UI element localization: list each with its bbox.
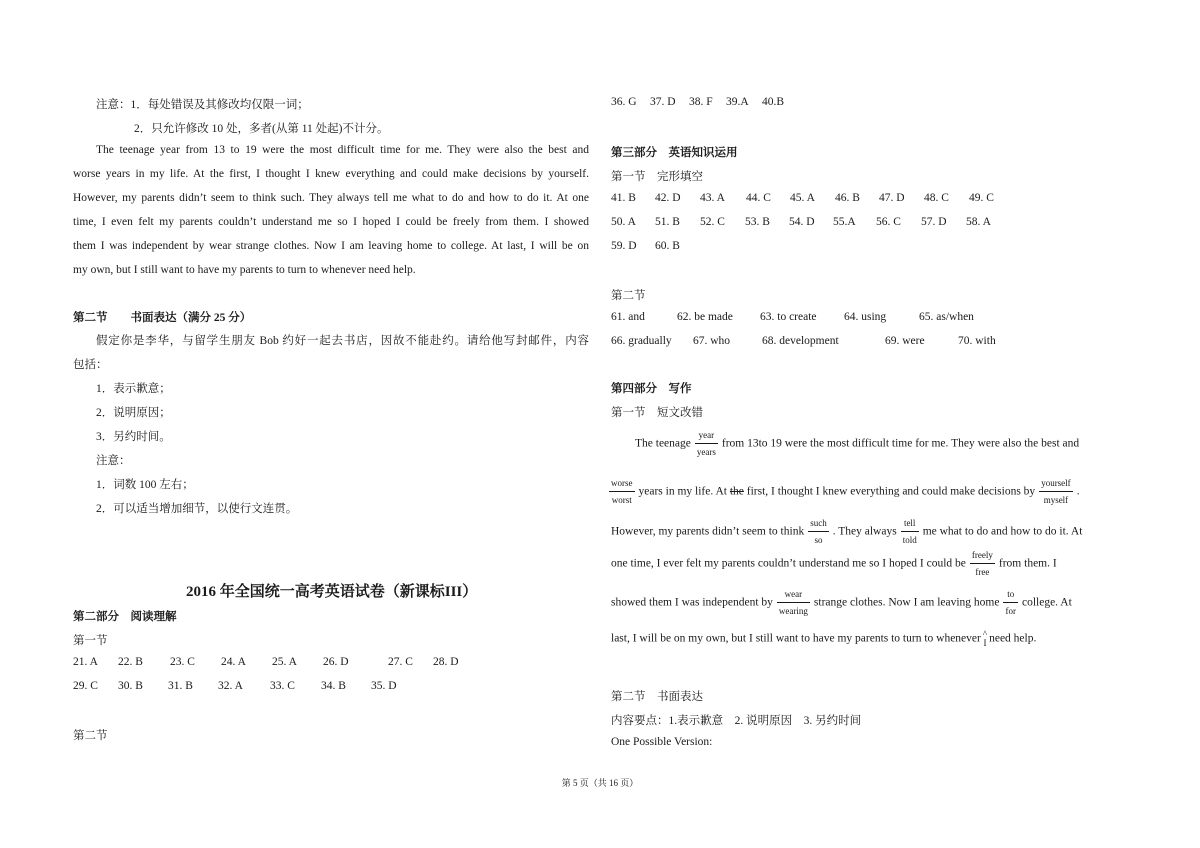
corrected-line [611, 589, 1072, 617]
answer-item: 26. D [323, 656, 349, 668]
answer-item: 52. C [700, 216, 725, 228]
corrected-word: years [696, 447, 716, 457]
original-word: worse [609, 478, 635, 492]
correction-mark [970, 550, 995, 578]
correction-label: 第一节 短文改错 [611, 407, 703, 419]
answer-item: 55.A [833, 216, 856, 228]
original-word: tell [901, 518, 919, 532]
correction-mark [1039, 478, 1073, 506]
answer-item: 66. gradually [611, 335, 672, 347]
answer-item: 41. B [611, 192, 636, 204]
passage-line: them I was independent by wear strange clothes. Now I am leaving home to college. At last, I will be on [73, 240, 589, 252]
answer-item: 43. A [700, 192, 725, 204]
passage-line: However, my parents didn’t seem to think such. They always tell me what to do and how to do it. At one [73, 192, 589, 204]
correction-note-2: 2．只允许修改 10 处，多者(从第 11 处起)不计分。 [134, 123, 389, 135]
corrected-word: so [814, 535, 823, 545]
section-label: 第二节 [73, 730, 108, 742]
original-word: to [1003, 589, 1018, 603]
answer-item: 60. B [655, 240, 680, 252]
answer-item: 68. development [762, 335, 839, 347]
answer-item: 39.A [726, 96, 749, 108]
section-label: 第一节 [73, 635, 108, 647]
answer-item: 37. D [650, 96, 676, 108]
correction-mark [695, 430, 718, 458]
corrected-line [609, 478, 1080, 506]
note-label: 注意： [96, 455, 131, 467]
answer-item: 23. C [170, 656, 195, 668]
answer-item: 59. D [611, 240, 637, 252]
correction-mark [901, 518, 919, 546]
answer-item: 40.B [762, 96, 785, 108]
writing-section-label: 第二节 书面表达 [611, 691, 703, 703]
corrected-word: free [975, 567, 990, 577]
content-points: 内容要点：1.表示歉意 2. 说明原因 3. 另约时间 [611, 715, 862, 727]
corrected-word: wearing [778, 606, 808, 616]
answer-item: 21. A [73, 656, 98, 668]
corrected-text: first, I thought I knew everything and could make decisions by [746, 485, 1036, 498]
possible-version-label: One Possible Version: [611, 736, 713, 748]
answer-item: 45. A [790, 192, 815, 204]
answer-item: 32. A [218, 680, 243, 692]
corrected-text: strange clothes. Now I am leaving home [813, 596, 1000, 609]
answer-item: 24. A [221, 656, 246, 668]
corrected-text: need help. [989, 632, 1037, 645]
answer-item: 46. B [835, 192, 860, 204]
correction-mark [808, 518, 829, 546]
original-word: year [695, 430, 718, 444]
corrected-word: worst [611, 495, 632, 505]
answer-item: 42. D [655, 192, 681, 204]
corrected-word: for [1005, 606, 1016, 616]
answer-item: 28. D [433, 656, 459, 668]
deleted-word: the [729, 485, 744, 498]
correction-mark [609, 478, 635, 506]
corrected-text: . [1076, 485, 1080, 498]
exam-title: 2016 年全国统一高考英语试卷（新课标III） [186, 584, 478, 600]
answer-item: 65. as/when [919, 311, 974, 323]
answer-item: 62. be made [677, 311, 733, 323]
answer-item: 61. and [611, 311, 645, 323]
answer-item: 56. C [876, 216, 901, 228]
answer-item: 48. C [924, 192, 949, 204]
corrected-line [611, 630, 1036, 648]
answer-item: 50. A [611, 216, 636, 228]
answer-item: 67. who [693, 335, 731, 347]
correction-mark [1003, 589, 1018, 617]
prompt-line: 包括： [73, 359, 108, 371]
passage-line: time, I even felt my parents couldn’t understand me so I hoped I could be freely from them. I showed [73, 216, 589, 228]
answer-item: 31. B [168, 680, 193, 692]
answer-item: 47. D [879, 192, 905, 204]
prompt-line: 假定你是李华，与留学生朋友 Bob 约好一起去书店，因故不能赴约。请给他写封邮件，内容 [96, 335, 589, 347]
answer-item: 58. A [966, 216, 991, 228]
note-item: 2．可以适当增加细节，以使行文连贯。 [96, 503, 298, 515]
corrected-text: . They always [832, 525, 897, 538]
answer-item: 57. D [921, 216, 947, 228]
passage-line: my own, but I still want to have my parents to turn to whenever need help. [73, 264, 416, 276]
answer-item: 70. with [958, 335, 996, 347]
corrected-text: years in my life. At [638, 485, 727, 498]
answer-item: 54. D [789, 216, 815, 228]
answer-item: 27. C [388, 656, 413, 668]
answer-item: 51. B [655, 216, 680, 228]
prompt-item: 3．另约时间。 [96, 431, 171, 443]
answer-item: 53. B [745, 216, 770, 228]
answer-item: 35. D [371, 680, 397, 692]
corrected-text: college. At [1021, 596, 1072, 609]
answer-item: 33. C [270, 680, 295, 692]
corrected-text: me what to do and how to do it. At [922, 525, 1083, 538]
answer-item: 64. using [844, 311, 887, 323]
corrected-text: from them. I [998, 557, 1057, 570]
corrected-line [611, 518, 1082, 546]
answer-item: 25. A [272, 656, 297, 668]
cloze-label: 第一节 完形填空 [611, 171, 703, 183]
inserted-word: I [983, 638, 987, 648]
answer-item: 69. were [885, 335, 925, 347]
original-word: freely [970, 550, 995, 564]
passage-line: The teenage year from 13 to 19 were the most difficult time for me. They were also the best and [96, 144, 589, 156]
corrected-line [611, 550, 1057, 578]
original-word: wear [777, 589, 810, 603]
answer-item: 38. F [689, 96, 713, 108]
prompt-item: 1．表示歉意； [96, 383, 171, 395]
original-word: yourself [1039, 478, 1073, 492]
corrected-line [635, 430, 1079, 458]
answer-item: 44. C [746, 192, 771, 204]
insertion-mark [983, 630, 987, 648]
answer-item: 22. B [118, 656, 143, 668]
answer-item: 49. C [969, 192, 994, 204]
section-label: 第二节 [611, 290, 646, 302]
corrected-text: last, I will be on my own, but I still want to have my parents to turn to whenever [611, 632, 981, 645]
corrected-text: showed them I was independent by [611, 596, 773, 609]
corrected-word: told [902, 535, 917, 545]
answer-item: 34. B [321, 680, 346, 692]
page-footer: 第 5 页（共 16 页） [561, 778, 639, 788]
prompt-item: 2．说明原因； [96, 407, 171, 419]
correction-note-1: 注意：1．每处错误及其修改均仅限一词； [96, 99, 309, 111]
corrected-text: one time, I ever felt my parents couldn’t understand me so I hoped I could be [611, 557, 966, 570]
answer-item: 29. C [73, 680, 98, 692]
answer-item: 63. to create [760, 311, 817, 323]
corrected-text: However, my parents didn’t seem to think [611, 525, 805, 538]
note-item: 1．词数 100 左右； [96, 479, 194, 491]
correction-mark [777, 589, 810, 617]
language-part-title: 第三部分 英语知识运用 [611, 147, 738, 159]
passage-line: worse years in my life. At the first, I thought I knew everything and could make decisions by yourself. [73, 168, 589, 180]
writing-part-title: 第四部分 写作 [611, 383, 692, 395]
corrected-text: The teenage [635, 437, 691, 450]
original-word: such [808, 518, 829, 532]
reading-part-title: 第二部分 阅读理解 [73, 611, 177, 623]
answer-item: 30. B [118, 680, 143, 692]
corrected-text: from 13to 19 were the most difficult time for me. They were also the best and [721, 437, 1080, 450]
caret-symbol: ^ [982, 629, 988, 639]
writing-section-title: 第二节 书面表达（满分 25 分） [73, 312, 252, 324]
corrected-word: myself [1043, 495, 1069, 505]
answer-item: 36. G [611, 96, 637, 108]
